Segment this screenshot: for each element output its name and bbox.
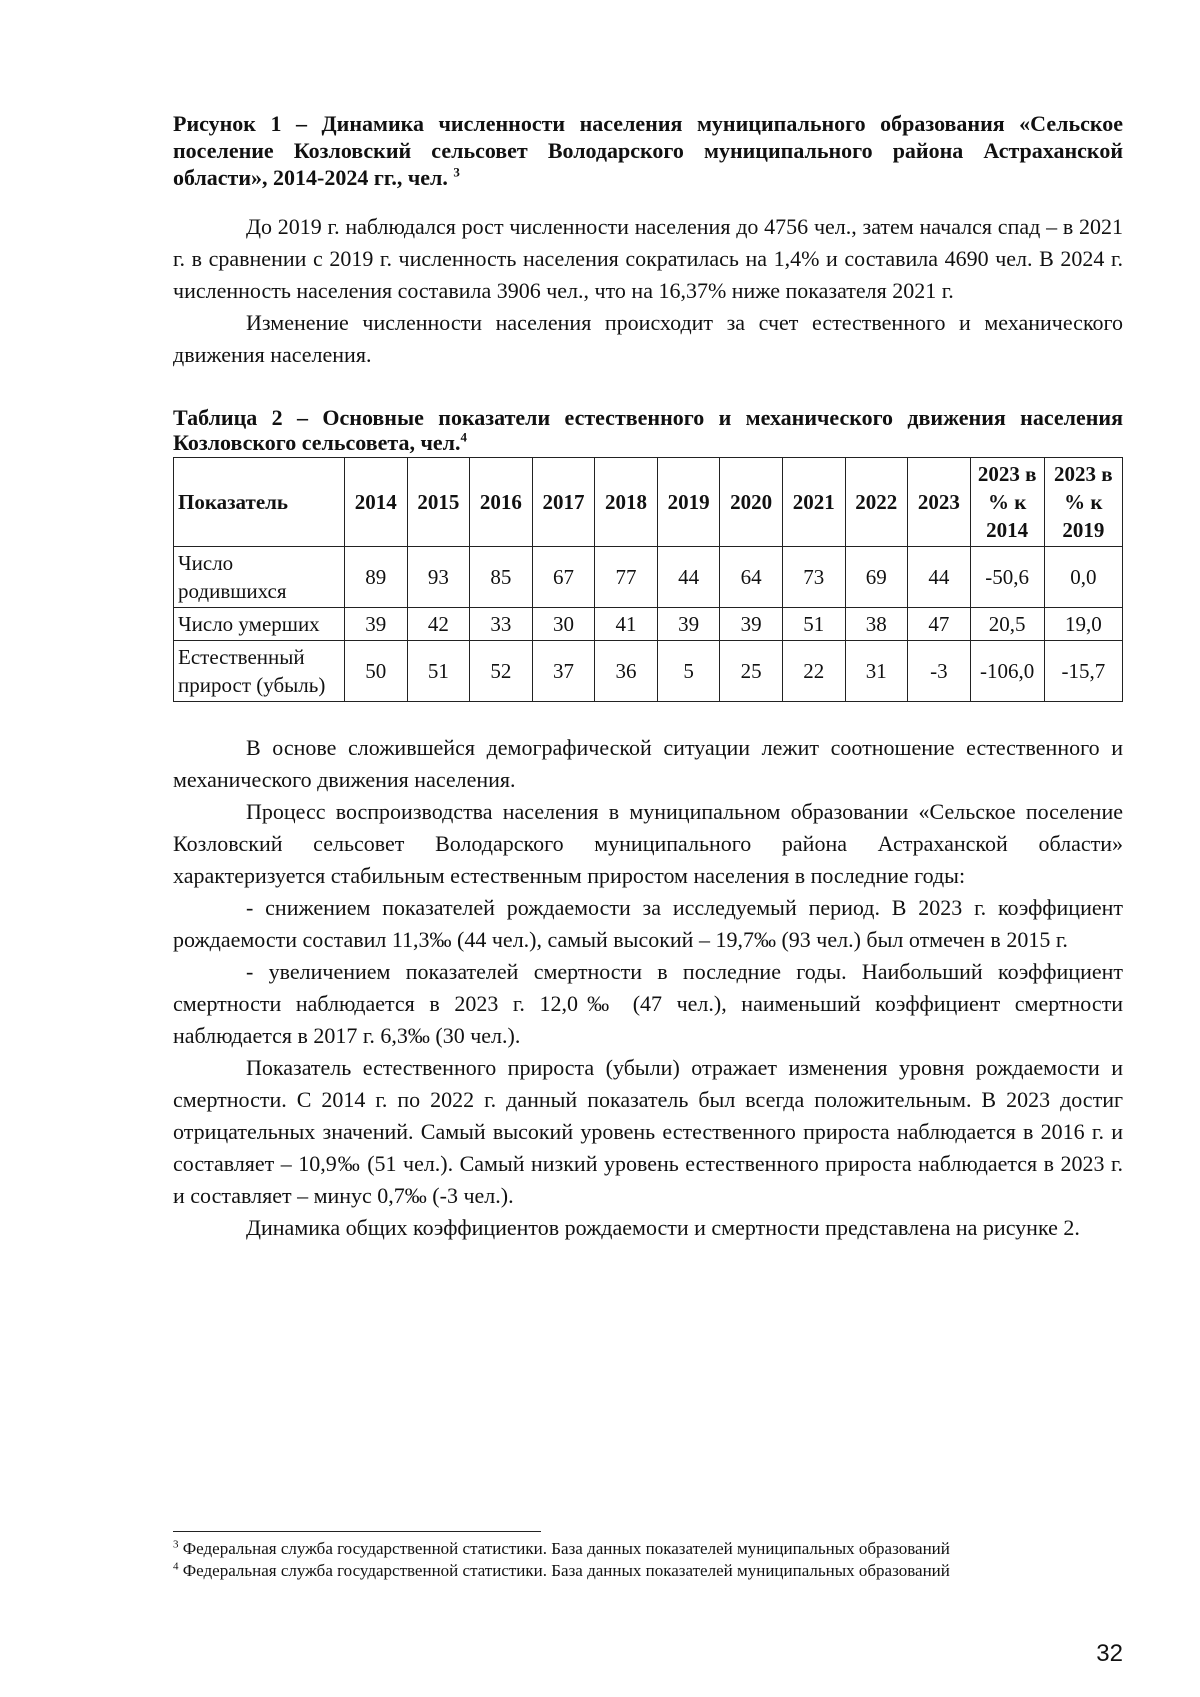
header-year: 2022 — [845, 458, 908, 547]
table-cell: 52 — [470, 641, 533, 702]
footnote-4 — [173, 1560, 1123, 1582]
table-caption — [173, 405, 1123, 455]
footnote-divider — [173, 1531, 541, 1532]
footnote-text: Федеральная служба государственной статистики. База данных показателей муниципальных образований — [178, 1561, 950, 1580]
header-year: 2017 — [532, 458, 595, 547]
footnote-ref-4[interactable]: 4 — [460, 429, 467, 445]
paragraph-population-trend: До 2019 г. наблюдался рост численности населения до 4756 чел., затем начался спад – в 2021 г. в сравнении с 2019 г. численность населения сократилась на 1,4% и составила 4690 чел. В 2024 г. численность населения составила 3906 чел., что на 16,37% ниже показателя 2021 г. — [173, 214, 1123, 303]
header-year: 2015 — [407, 458, 470, 547]
header-year: 2016 — [470, 458, 533, 547]
row-label: Естественный прирост (убыль) — [174, 641, 345, 702]
table-cell: 39 — [657, 608, 720, 641]
table-cell: -50,6 — [970, 547, 1044, 608]
table-cell: 36 — [595, 641, 658, 702]
footnotes — [173, 1531, 1123, 1582]
footnote-number: 4 — [173, 1560, 179, 1573]
row-label: Число родившихся — [174, 547, 345, 608]
table-row — [174, 641, 1123, 702]
table-cell: 77 — [595, 547, 658, 608]
table-cell: 51 — [782, 608, 845, 641]
table-cell: -15,7 — [1044, 641, 1122, 702]
table-row — [174, 608, 1123, 641]
table-cell: 31 — [845, 641, 908, 702]
table-cell: 89 — [345, 547, 408, 608]
document-page — [173, 110, 1123, 1244]
table-cell: 20,5 — [970, 608, 1044, 641]
paragraph-population-change: Изменение численности населения происходит за счет естественного и механического движения населения. — [173, 310, 1123, 367]
figure-caption — [173, 110, 1123, 191]
table-cell: 69 — [845, 547, 908, 608]
table-header-row — [174, 458, 1123, 547]
table-cell: 85 — [470, 547, 533, 608]
table-cell: 39 — [720, 608, 783, 641]
page-number: 32 — [1096, 1640, 1123, 1667]
table-cell: 25 — [720, 641, 783, 702]
row-label: Число умерших — [174, 608, 345, 641]
header-year: 2023 — [908, 458, 971, 547]
paragraph-death-rate: - увеличением показателей смертности в последние годы. Наибольший коэффициент смертности наблюдается в 2023 г. 12,0‰ (47 чел.), наименьший коэффициент смертности наблюдается в 2017 г. 6,3‰ (30 чел.). — [173, 959, 1123, 1048]
table-cell: 30 — [532, 608, 595, 641]
table-cell: 50 — [345, 641, 408, 702]
table-cell: 44 — [908, 547, 971, 608]
header-year: 2019 — [657, 458, 720, 547]
paragraph-birth-rate: - снижением показателей рождаемости за исследуемый период. В 2023 г. коэффициент рождаемости составил 11,3‰ (44 чел.), самый высокий – 19,7‰ (93 чел.) был отмечен в 2015 г. — [173, 895, 1123, 952]
table-caption-text: Таблица 2 – Основные показатели естественного и механического движения населения Козловского сельсовета, чел. — [173, 405, 1123, 455]
table-cell: 37 — [532, 641, 595, 702]
header-year: 2020 — [720, 458, 783, 547]
table-row — [174, 547, 1123, 608]
table-cell: 42 — [407, 608, 470, 641]
table-cell: -106,0 — [970, 641, 1044, 702]
footnote-text: Федеральная служба государственной статистики. База данных показателей муниципальных образований — [178, 1539, 950, 1558]
footnote-3 — [173, 1538, 1123, 1560]
figure-caption-text: Рисунок 1 – Динамика численности населения муниципального образования «Сельское поселение Козловский сельсовет Володарского муниципального района Астраханской области», 2014-2024 гг., чел. — [173, 111, 1123, 190]
table-cell: 5 — [657, 641, 720, 702]
table-cell: 51 — [407, 641, 470, 702]
header-year: 2018 — [595, 458, 658, 547]
table-cell: 44 — [657, 547, 720, 608]
table-cell: 47 — [908, 608, 971, 641]
header-indicator: Показатель — [174, 458, 345, 547]
table-cell: -3 — [908, 641, 971, 702]
header-pct-2014: 2023 в % к 2014 — [970, 458, 1044, 547]
paragraph-figure-reference: Динамика общих коэффициентов рождаемости и смертности представлена на рисунке 2. — [246, 1215, 1080, 1240]
footnote-ref-3[interactable]: 3 — [453, 164, 460, 180]
table-cell: 38 — [845, 608, 908, 641]
table-cell: 67 — [532, 547, 595, 608]
header-year: 2014 — [345, 458, 408, 547]
footnote-number: 3 — [173, 1538, 179, 1551]
demographics-table — [173, 457, 1123, 702]
table-cell: 39 — [345, 608, 408, 641]
header-pct-2019: 2023 в % к 2019 — [1044, 458, 1122, 547]
paragraph-demographic-basis: В основе сложившейся демографической ситуации лежит соотношение естественного и механического движения населения. — [173, 735, 1123, 792]
table-cell: 64 — [720, 547, 783, 608]
paragraph-natural-increase: Показатель естественного прироста (убыли) отражает изменения уровня рождаемости и смертности. С 2014 г. по 2022 г. данный показатель был всегда положительным. В 2023 достиг отрицательных значений. Самый высокий уровень естественного прироста наблюдается в 2016 г. и составляет – 10,9‰ (51 чел.). Самый низкий уровень естественного прироста наблюдается в 2023 г. и составляет – минус 0,7‰ (-3 чел.). — [173, 1055, 1123, 1208]
table-cell: 19,0 — [1044, 608, 1122, 641]
table-cell: 22 — [782, 641, 845, 702]
paragraph-reproduction-process: Процесс воспроизводства населения в муниципальном образовании «Сельское поселение Козловский сельсовет Володарского муниципального района Астраханской области» характеризуется стабильным естественным приростом населения в последние годы: — [173, 799, 1123, 888]
table-cell: 93 — [407, 547, 470, 608]
table-cell: 73 — [782, 547, 845, 608]
table-cell: 0,0 — [1044, 547, 1122, 608]
table-cell: 41 — [595, 608, 658, 641]
header-year: 2021 — [782, 458, 845, 547]
table-cell: 33 — [470, 608, 533, 641]
